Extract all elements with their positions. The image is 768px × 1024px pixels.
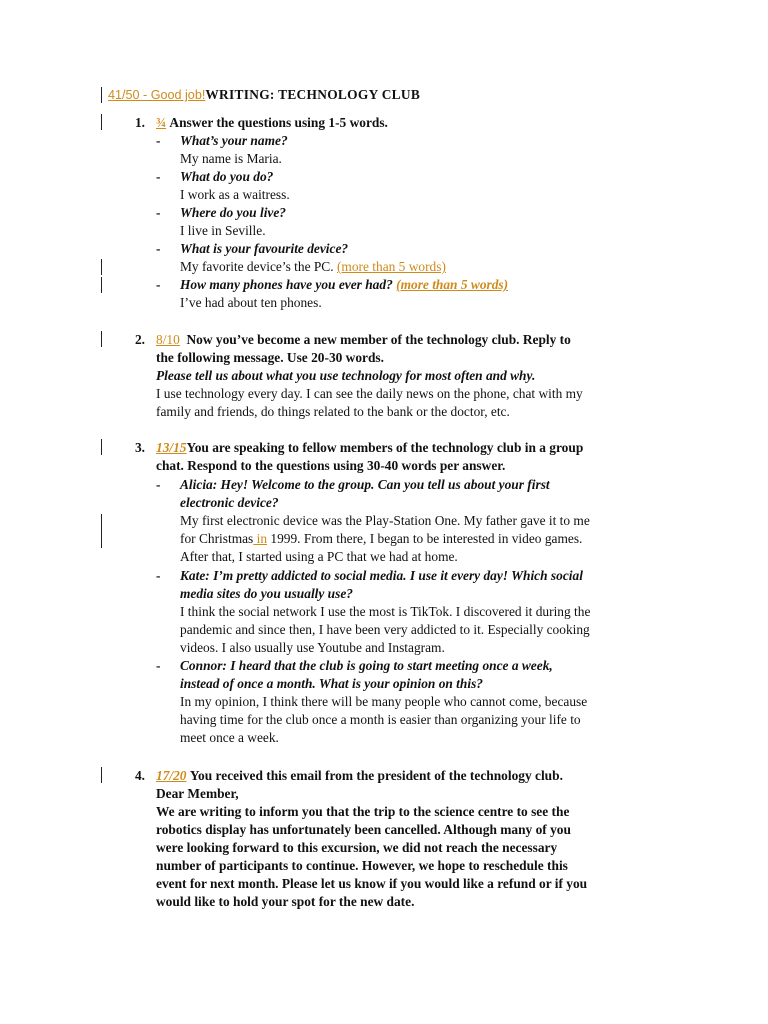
change-bar [101, 514, 102, 548]
email-line: Dear Member, [156, 786, 239, 801]
email-line: event for next month. Please let us know if you would like a refund or if you [156, 876, 588, 891]
section-score: 17/20 [156, 768, 187, 783]
teacher-comment: (more than 5 words) [336, 259, 446, 274]
question: Where do you live? [180, 205, 286, 220]
answer: My favorite device’s the PC. (more than 5 words) [180, 259, 446, 274]
prompt: Please tell us about what you use technology for most often and why. [156, 368, 536, 383]
question: instead of once a month. What is your opinion on this? [180, 676, 483, 691]
section4-instruction: 17/20 You received this email from the president of the technology club. [156, 768, 563, 783]
list-dash: - [156, 658, 161, 673]
question: What do you do? [180, 169, 274, 184]
list-dash: - [156, 277, 161, 292]
answer: I use technology every day. I can see the daily news on the phone, chat with my [156, 386, 583, 401]
question: Kate: I’m pretty addicted to social media. I use it every day! Which social [180, 568, 583, 583]
question: What is your favourite device? [180, 241, 349, 256]
question-line [180, 276, 508, 294]
change-bar [101, 439, 102, 455]
email-line: number of participants to continue. However, we hope to reschedule this [156, 858, 568, 873]
answer: I work as a waitress. [180, 187, 290, 202]
section-number: 4. [134, 768, 145, 783]
question: How many phones have you ever had? [180, 277, 393, 292]
answer: After that, I started using a PC that we had at home. [180, 549, 458, 564]
answer: In my opinion, I think there will be many people who cannot come, because [180, 694, 588, 709]
list-dash: - [156, 241, 161, 256]
question: What’s your name? [180, 133, 288, 148]
question: electronic device? [180, 495, 279, 510]
section-number: 1. [134, 115, 145, 130]
change-bar [101, 259, 102, 275]
section-score: 8/10 [156, 332, 180, 347]
section1-instruction: ¾ Answer the questions using 1-5 words. [156, 115, 388, 130]
email-line: would like to hold your spot for the new date. [156, 894, 415, 909]
section-number: 2. [134, 332, 145, 347]
answer: meet once a week. [180, 730, 279, 745]
change-bar [101, 331, 102, 347]
email-line: robotics display has unfortunately been cancelled. Although many of you [156, 822, 571, 837]
answer: I live in Seville. [180, 223, 266, 238]
answer: family and friends, do things related to the bank or the doctor, etc. [156, 404, 510, 419]
email-line: We are writing to inform you that the trip to the science centre to see the [156, 804, 570, 819]
header-line [108, 86, 420, 104]
change-bar [101, 277, 102, 293]
list-dash: - [156, 169, 161, 184]
teacher-comment: (more than 5 words) [396, 277, 509, 292]
document-page: 41/50 - Good job!WRITING: TECHNOLOGY CLUB 1. ¾ Answer the questions using 1-5 words. - What’s your name? My name is Maria. - What do you do? I work as a waitress. - Where do you live? I live in Seville. - What is your favourite device? My favorite device’s the PC. (more than 5 words) - How many phones have you ever had? (more than 5 words) I’ve had about ten phones. 2. 8/10 Now you’ve become a new member of the technology club. Reply to the following message. Use 20-30 words. Please tell us about what you use technology for most often and why. I use technology every day. I can see the daily news on the phone, chat with my family and friends, do things related to the bank or the doctor, etc. 3. 13/15You are speaking to fellow members of the technology club in a group chat. Respond to the questions using 30-40 words per answer. - Alicia: Hey! Welcome to the group. Can you tell us about your first electronic device? My first electronic device was the Play-Station One. My father gave it to me for Christmas in 1999. From there, I began to be interested in video games. After that, I started using a PC that we had at home. - Kate: I’m pretty addicted to social media. I use it every day! Which social media sites do you usually use? I think the social network I use the most is TikTok. I discovered it during the pandemic and since then, I have been very addicted to it. Especially cooking videos. I also usually use Youtube and Instagram. - Connor: I heard that the club is going to start meeting once a week, instead of once a month. What is your opinion on this? In my opinion, I think there will be many people who cannot come, because having time for the club once a month is easier than organizing your life to meet once a week. 4. 17/20 You received this email from the president of the technology club. Dear Member, We are writing to inform you that the trip to the science centre to see the robotics display has unfortunately been cancelled. Although many of you were looking forward to this excursion, we did not reach the necessary number of participants to continue. However, we hope to reschedule this event for next month. Please let us know if you would like a refund or if you would like to hold your spot for the new date. [0, 0, 768, 1024]
total-score: 41/50 - Good job! [108, 88, 206, 102]
answer: I think the social network I use the most is TikTok. I discovered it during the [180, 604, 591, 619]
answer: I’ve had about ten phones. [180, 295, 322, 310]
list-dash: - [156, 477, 161, 492]
answer: pandemic and since then, I have been very addicted to it. Especially cooking [180, 622, 590, 637]
section3-instruction: 13/15You are speaking to fellow members of the technology club in a group [156, 440, 584, 455]
list-dash: - [156, 133, 161, 148]
section-score: ¾ [156, 115, 167, 130]
teacher-correction: in [253, 531, 268, 546]
change-bar [101, 87, 102, 103]
question: media sites do you usually use? [180, 586, 353, 601]
change-bar [101, 114, 102, 130]
answer: My first electronic device was the Play-Station One. My father gave it to me [180, 513, 590, 528]
question: Alicia: Hey! Welcome to the group. Can you tell us about your first [180, 477, 550, 492]
section-number: 3. [134, 440, 145, 455]
list-dash: - [156, 568, 161, 583]
answer: for Christmas in 1999. From there, I began to be interested in video games. [180, 531, 583, 546]
page-title: WRITING: TECHNOLOGY CLUB [205, 87, 421, 102]
answer: My name is Maria. [180, 151, 282, 166]
section-score: 13/15 [156, 440, 187, 455]
answer: having time for the club once a month is easier than organizing your life to [180, 712, 581, 727]
section2-instruction: 8/10 Now you’ve become a new member of the technology club. Reply to [156, 332, 571, 347]
change-bar [101, 767, 102, 783]
answer: videos. I also usually use Youtube and Instagram. [180, 640, 445, 655]
list-dash: - [156, 205, 161, 220]
email-line: were looking forward to this excursion, we did not reach the necessary [156, 840, 558, 855]
question: Connor: I heard that the club is going to start meeting once a week, [180, 658, 553, 673]
